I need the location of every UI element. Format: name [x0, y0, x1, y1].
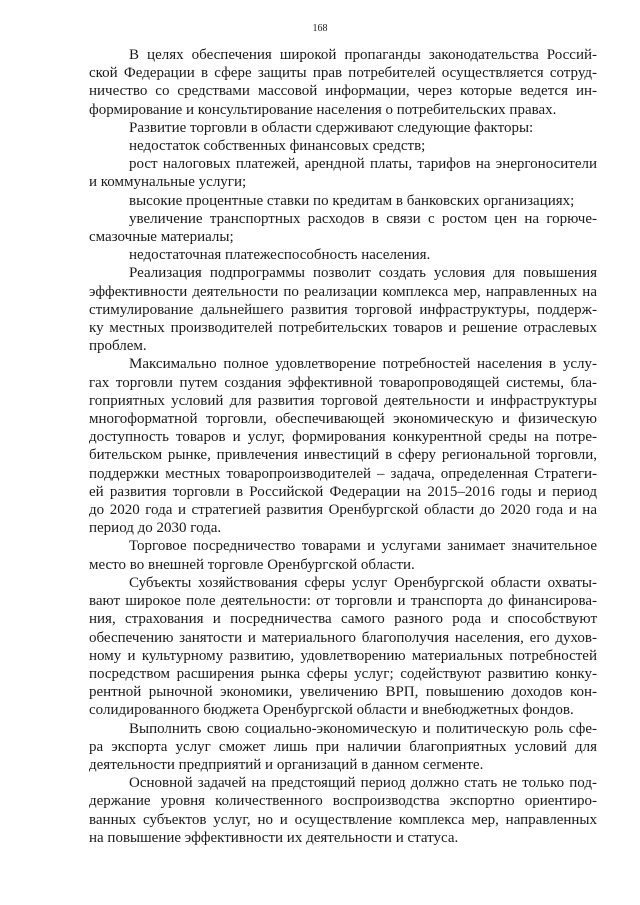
text-line: ской Федерации в сфере защиты прав потребителей осуществляется сотруд- [89, 65, 597, 82]
paragraph [89, 46, 597, 119]
text-line: смазочные материалы; [89, 229, 234, 246]
paragraph [89, 774, 597, 847]
paragraph [89, 210, 597, 246]
body-text [89, 46, 597, 847]
page-number: 168 [312, 23, 328, 34]
text-line: Выполнить свою социально-экономическую и политическую роль сфе- [129, 720, 597, 737]
text-line: ничество со средствами массовой информации, через которые ведется ин- [89, 83, 597, 100]
text-line: бительском рынке, привлечения инвестиций в сферу региональной торговли, [89, 447, 597, 464]
paragraph [89, 192, 597, 210]
text-line: рост налоговых платежей, арендной платы, тарифов на энергоносители [129, 156, 597, 173]
text-line: эффективности деятельности по реализации комплекса мер, направленных на [89, 283, 597, 300]
text-line: недостаток собственных финансовых средств; [129, 138, 426, 155]
text-line: гах торговли путем создания эффективной товаропроводящей системы, бла- [89, 374, 597, 391]
text-line: формирование и консультирование населения о потребительских правах. [89, 101, 557, 118]
text-line: увеличение транспортных расходов в связи с ростом цен на горюче- [129, 210, 597, 227]
text-line: ку местных производителей потребительских товаров и решение отраслевых [89, 320, 597, 337]
text-line: и коммунальные услуги; [89, 174, 247, 191]
text-line: ному и культурному развитию, удовлетворению материальных потребностей [89, 647, 597, 664]
text-line: ей развития торговли в Российской Федерации на 2015–2016 годы и период [89, 483, 597, 500]
text-line: Реализация подпрограммы позволит создать условия для повышения [129, 265, 597, 282]
paragraph [89, 119, 597, 137]
text-line: до 2020 года и стратегией развития Оренбургской области до 2020 года и на [89, 502, 597, 519]
text-line: место во внешней торговле Оренбургской области. [89, 556, 415, 573]
text-line: недостаточная платежеспособность населения. [129, 247, 431, 264]
paragraph [89, 246, 597, 264]
text-line: период до 2030 года. [89, 520, 222, 537]
text-line: на повышение эффективности их деятельности и статуса. [89, 829, 459, 846]
text-line: многоформатной торговли, обеспечивающей экономическую и физическую [89, 411, 597, 428]
text-line: Развитие торговли в области сдерживают следующие факторы: [129, 119, 534, 136]
text-line: В целях обеспечения широкой пропаганды законодательства Россий- [129, 47, 597, 63]
paragraph [89, 264, 597, 355]
paragraph [89, 137, 597, 155]
text-line: доступность товаров и услуг, формирования конкурентной среды на потре- [89, 429, 597, 446]
text-line: обеспечению занятости и материального благополучия населения, его духов- [89, 629, 597, 646]
text-line: Основной задачей на предстоящий период должно стать не только под- [129, 775, 597, 792]
text-line: стимулирование дальнейшего развития торговой инфраструктуры, поддерж- [89, 301, 597, 318]
text-line: поддержки местных товаропроизводителей – задача, определенная Стратеги- [89, 465, 597, 482]
text-line: посредством расширения рынка сферы услуг; содействуют развитию конку- [89, 665, 597, 682]
paragraph [89, 155, 597, 191]
text-line: вают широкое поле деятельности: от торговли и транспорта до финансирова- [89, 593, 597, 610]
text-line: проблем. [89, 338, 147, 355]
paragraph [89, 355, 597, 537]
text-line: рентной рыночной экономики, увеличению ВРП, повышению доходов кон- [89, 684, 597, 701]
text-line: высокие процентные ставки по кредитам в банковских организациях; [129, 192, 575, 209]
text-line: солидированного бюджета Оренбургской области и внебюджетных фондов. [89, 702, 574, 719]
text-line: ра экспорта услуг сможет лишь при наличии благоприятных условий для [89, 738, 597, 755]
text-line: ния, страхования и посредничества самого разного рода и способствуют [89, 611, 597, 628]
paragraph [89, 720, 597, 775]
paragraph [89, 574, 597, 720]
text-line: Субъекты хозяйствования сферы услуг Оренбургской области охваты- [129, 574, 597, 591]
text-line: гоприятных условий для развития торговой деятельности и инфраструктуры [89, 392, 597, 409]
text-line: деятельности предприятий и организаций в данном сегменте. [89, 756, 484, 773]
text-line: Торговое посредничество товарами и услугами занимает значительное [129, 538, 597, 555]
paragraph [89, 537, 597, 573]
text-line: ванных субъектов услуг, но и осуществление комплекса мер, направленных [89, 811, 597, 828]
text-line: держание уровня количественного воспроизводства экспортно ориентиро- [89, 793, 597, 810]
text-line: Максимально полное удовлетворение потребностей населения в услу- [129, 356, 597, 373]
